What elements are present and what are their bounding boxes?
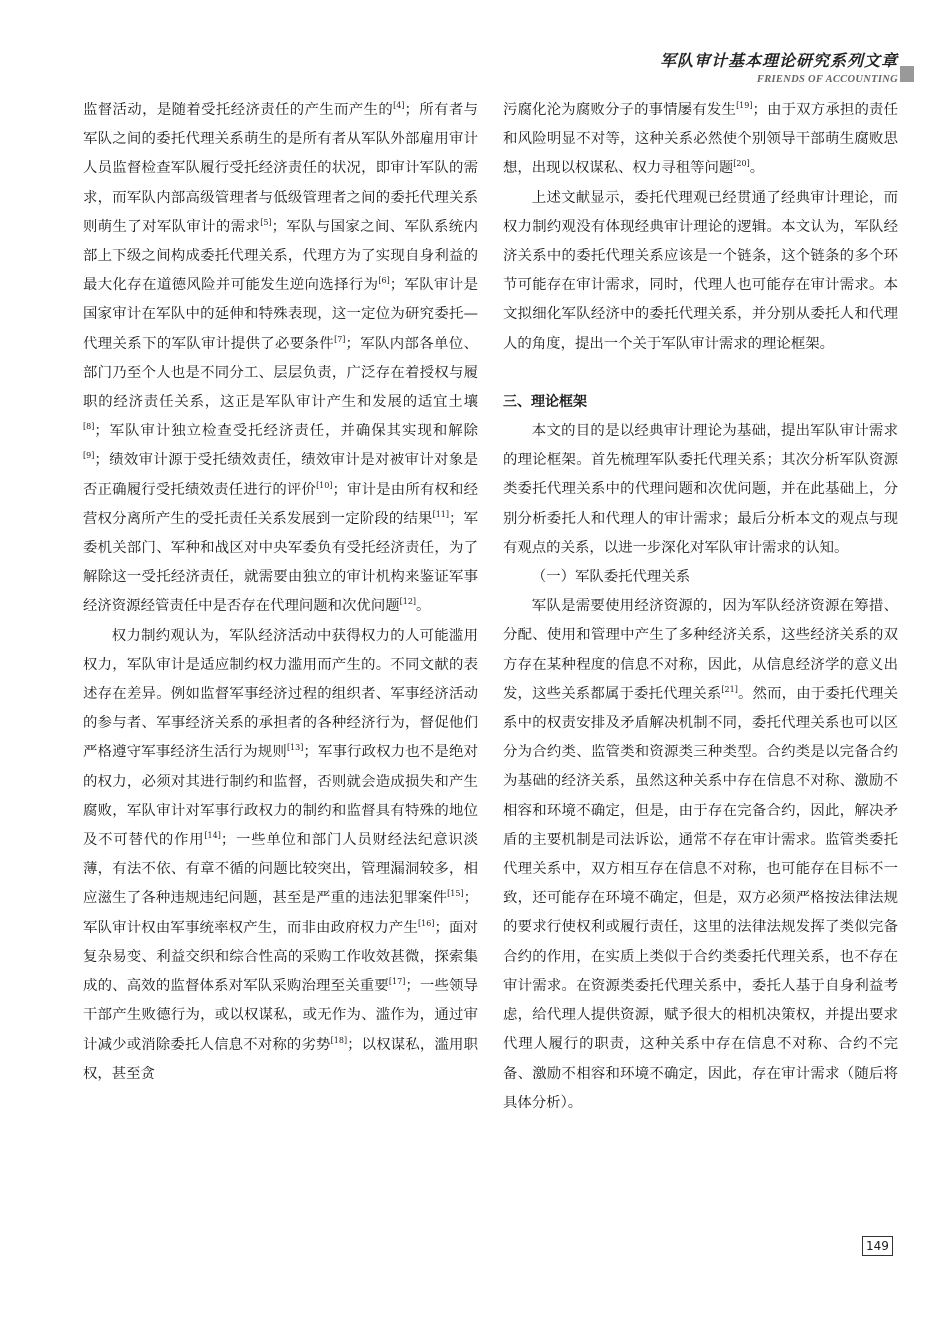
paragraph: [83, 96, 478, 622]
text-run: ；绩效审计源于受托绩效责任，绩效审计是对被审计对象是否正确履行受托绩效责任进行的评价: [83, 452, 478, 498]
text-run: ；以权谋私，滥用职权，甚至贪: [83, 1036, 478, 1082]
citation-ref: [20]: [733, 159, 750, 169]
paragraph: [503, 592, 898, 1118]
citation-ref: [19]: [736, 101, 753, 111]
text-run: ；由于双方承担的责任和风险明显不对等，这种关系必然使个别领导干部萌生腐败思想，出现以权谋私、权力寻租等问题: [503, 102, 898, 177]
text-run: 。然而，由于委托代理关系中的权责安排及矛盾解决机制不同，委托代理关系也可以区分为合约类、监管类和资源类三种类型。合约类是以完备合约为基础的经济关系，虽然这种关系中存在信息不对称、激励不相容和环境不确定，但是，由于存在完备合约，因此，解决矛盾的主要机制是司法诉讼，通常不存在审计需求。监管类委托代理关系中，双方相互存在信息不对称，也可能存在目标不一致，还可能存在环境不确定，但是，双方必须严格按法律法规的要求行使权利或履行责任，这里的法律法规发挥了类似完备合约的作用，在实质上类似于合约类委托代理关系，也不存在审计需求。在资源类委托代理关系中，委托人基于自身利益考虑，给代理人提供资源，赋予很大的相机决策权，并提出要求代理人履行的职责，这种关系中存在信息不对称、合约不完备、激励不相容和环境不确定，因此，存在审计需求（随后将具体分析）。: [503, 685, 898, 1111]
right-column: [503, 96, 898, 1118]
citation-ref: [6]: [378, 276, 390, 286]
page-number: 149: [862, 1236, 893, 1256]
citation-ref: [18]: [330, 1035, 348, 1045]
citation-ref: [11]: [432, 510, 450, 520]
text-run: ；一些领导干部产生败德行为，或以权谋私，或无作为、滥作为，通过审计减少或消除委托人信息不对称的劣势: [83, 978, 478, 1053]
paragraph: 上述文献显示，委托代理观已经贯通了经典审计理论，而权力制约观没有体现经典审计理论的逻辑。本文认为，军队经济关系中的委托代理关系应该是一个链条，这个链条的多个环节可能存在审计需求，同时，代理人也可能存在审计需求。本文拟细化军队经济中的委托代理关系，并分别从委托人和代理人的角度，提出一个关于军队审计需求的理论框架。: [503, 189, 898, 352]
text-run: 权力制约观认为，军队经济活动中获得权力的人可能滥用权力，军队审计是适应制约权力滥用而产生的。不同文献的表述存在差异。例如监督军事经济过程的组织者、军事经济活动的参与者、军事经济关系的承担者的各种经济行为，督促他们严格遵守军事经济生活行为规则: [83, 627, 478, 761]
text-run: ；一些单位和部门人员财经法纪意识淡薄，有法不依、有章不循的问题比较突出，管理漏洞较多，相应滋生了各种违规违纪问题，甚至是严重的违法犯罪案件: [83, 832, 478, 907]
journal-name: FRIENDS OF ACCOUNTING: [756, 74, 898, 85]
citation-ref: [13]: [286, 743, 304, 753]
citation-ref: [15]: [447, 889, 464, 899]
citation-ref: [21]: [721, 685, 738, 695]
text-run: ；军队与国家之间、军队系统内部上下级之间构成委托代理关系，代理方为了实现自身利益的最大化存在道德风险并可能发生逆向选择行为: [83, 218, 478, 294]
citation-ref: [16]: [418, 918, 435, 928]
citation-ref: [5]: [260, 218, 272, 228]
citation-ref: [4]: [393, 101, 405, 111]
citation-ref: [9]: [83, 451, 95, 461]
text-run: ；军队审计是国家审计在军队中的延伸和特殊表现，这一定位为研究委托—代理关系下的军队审计提供了必要条件: [83, 277, 478, 352]
paragraph: 本文的目的是以经典审计理论为基础，提出军队审计需求的理论框架。首先梳理军队委托代理关系；其次分析军队资源类委托代理关系中的代理问题和次优问题，并在此基础上，分别分析委托人和代理人的审计需求；最后分析本文的观点与现有观点的关系，以进一步深化对军队审计需求的认知。: [503, 423, 898, 556]
paragraph: [503, 96, 898, 184]
text-run: ；军委机关部门、军种和战区对中央军委负有受托经济责任，为了解除这一受托经济责任，就需要由独立的审计机构来鉴证军事经济资源经管责任中是否存在代理问题和次优问题: [83, 510, 478, 615]
journal-series-title: 军队审计基本理论研究系列文章: [659, 51, 898, 70]
citation-ref: [14]: [204, 831, 221, 841]
text-run: ；军队审计独立检查受托经济责任，并确保其实现和解除: [94, 423, 478, 440]
paragraph: [83, 622, 478, 1089]
citation-ref: [17]: [388, 977, 406, 987]
citation-ref: [10]: [316, 480, 333, 490]
subsection-heading: （一）军队委托代理关系: [531, 569, 691, 586]
citation-ref: [12]: [399, 597, 417, 607]
text-run: 监督活动，是随着受托经济责任的产生而产生的: [83, 102, 394, 118]
text-run: ；军事行政权力也不是绝对的权力，必须对其进行制约和监督，否则就会造成损失和产生腐败，军队审计对军事行政权力的制约和监督具有特殊的地位及不可替代的作用: [83, 744, 478, 849]
citation-ref: [8]: [83, 422, 95, 432]
left-column: [83, 96, 478, 1089]
header-decor-bar: [900, 66, 914, 82]
text-run: ；军队审计权由军事统率权产生，而非由政府权力产生: [83, 890, 478, 936]
text-run: 。: [749, 160, 765, 177]
text-run: 。: [416, 598, 431, 615]
text-run: 污腐化沦为腐败分子的事情屡有发生: [503, 102, 737, 118]
text-run: ；面对复杂易变、利益交织和综合性高的采购工作收效甚微，探索集成的、高效的监督体系对军队采购治理至关重要: [83, 919, 478, 995]
running-header: [660, 48, 898, 85]
citation-ref: [7]: [334, 334, 346, 344]
text-run: ；军队内部各单位、部门乃至个人也是不同分工、层层负责，广泛存在着授权与履职的经济责任关系，这正是军队审计产生和发展的适宜土壤: [83, 335, 478, 411]
text-run: ；所有者与军队之间的委托代理关系萌生的是所有者从军队外部雇用审计人员监督检查军队履行受托经济责任的状况，即审计军队的需求，而军队内部高级管理者与低级管理者之间的委托代理关系则萌生了对军队审计的需求: [83, 102, 478, 235]
text-run: 军队是需要使用经济资源的，因为军队经济资源在筹措、分配、使用和管理中产生了多种经济关系，这些经济关系的双方存在某种程度的信息不对称，因此，从信息经济学的意义出发，这些关系都属于委托代理关系: [503, 598, 898, 702]
section-heading: 三、理论框架: [503, 393, 587, 410]
text-run: ；审计是由所有权和经营权分离所产生的受托责任关系发展到一定阶段的结果: [83, 481, 478, 527]
